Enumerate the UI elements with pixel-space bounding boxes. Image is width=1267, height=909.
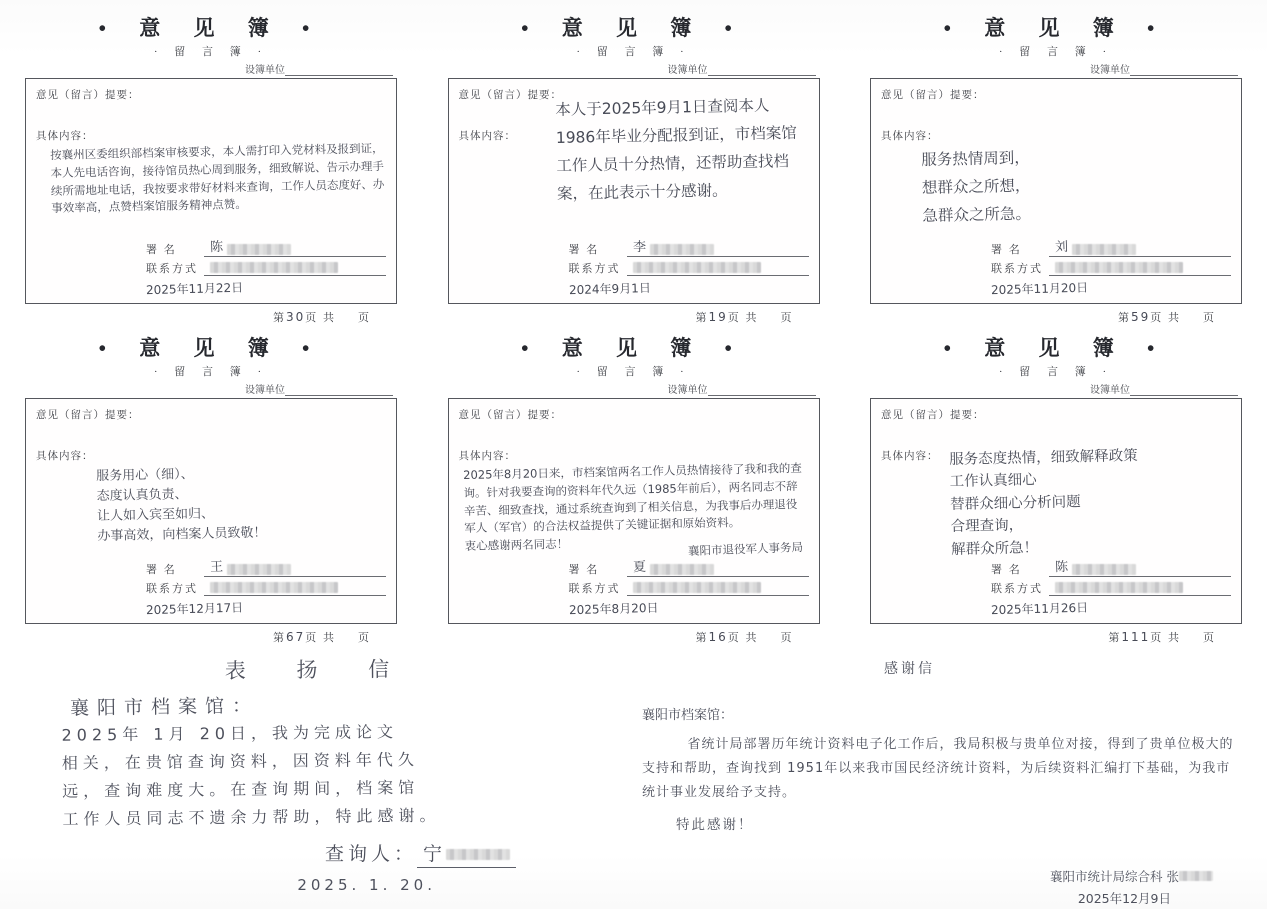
handwritten-content: 服务态度热情，细致解释政策 工作认真细心 替群众细心分析问题 合理查询， 解群众所急！: [949, 448, 1138, 558]
redacted-contact: [633, 582, 761, 593]
redacted-name: [227, 564, 291, 575]
content-label: 具体内容：: [458, 451, 516, 462]
form-box: [25, 398, 397, 624]
praise-letter-signature-row: [60, 839, 516, 866]
contact-line: [1049, 262, 1231, 276]
contact-label: 联系方式: [568, 583, 621, 595]
handwritten-date: 2024年9月1日: [568, 281, 651, 298]
form-subtitle: · 留 言 簿 ·: [998, 366, 1114, 378]
signature-name: 陈: [209, 239, 224, 256]
page-suffix: 页: [1203, 312, 1216, 324]
contact-line: [204, 262, 386, 276]
signature-label: 署 名: [146, 564, 177, 576]
unit-label: 设簿单位: [1090, 385, 1130, 396]
unit-label: 设簿单位: [667, 65, 708, 76]
form-title: • 意 见 簿 •: [98, 16, 324, 40]
unit-row: [25, 381, 393, 396]
page-footer: [448, 629, 794, 645]
unit-blank-line: [1130, 386, 1238, 396]
form-title: • 意 见 簿 •: [943, 336, 1169, 360]
handwritten-content: 按襄州区委组织部档案审核要求，本人需打印入党材料及报到证，本人先电话咨询，接待馆员热心周到服务，细致解说、告示办理手续所需地址电话，我按要求带好材料来查询，工作人员态度好、办事效率高，点赞档案馆服务精神点赞。: [50, 141, 385, 216]
page-number: 19: [708, 310, 728, 324]
signature-name: 李: [632, 239, 646, 256]
unit-row: [448, 381, 816, 396]
page-mid: 页 共: [1150, 312, 1181, 324]
page-mid: 页 共: [305, 312, 336, 324]
page-number: 111: [1121, 630, 1151, 644]
content-label: 具体内容：: [36, 451, 94, 462]
signature-block: [990, 233, 1231, 298]
contact-line: [627, 262, 809, 276]
redacted-name: [650, 564, 714, 575]
page-mid: 页 共: [1150, 632, 1181, 644]
inquirer-label: 查询人：: [324, 843, 417, 865]
handwritten-content: 本人于2025年9月1日查阅本人1986年毕业分配报到证，市档案馆工作人员十分热情，还帮助查找档案，在此表示十分感谢。: [554, 96, 797, 203]
form-cell: [845, 320, 1267, 644]
signature-block: [568, 553, 809, 618]
unit-blank-line: [285, 386, 393, 396]
signature-line: [204, 556, 386, 577]
redacted-contact: [633, 262, 761, 273]
contact-line: [204, 582, 386, 596]
handwritten-date: 2025年11月20日: [990, 280, 1089, 298]
page-prefix: 第: [695, 312, 709, 324]
form-subtitle: · 留 言 簿 ·: [153, 366, 269, 378]
redacted-name: [227, 244, 291, 255]
page-suffix: 页: [1203, 632, 1216, 644]
contact-row: [569, 260, 809, 276]
redacted-contact: [1055, 582, 1183, 593]
signature-name: 宁: [422, 843, 446, 865]
form-cell: [0, 0, 422, 324]
form-title: • 意 见 簿 •: [521, 16, 746, 40]
unit-row: [448, 61, 816, 76]
thanks-letter-title: 感谢信: [884, 661, 935, 677]
redacted-name: [1179, 871, 1213, 881]
signature-row: [146, 236, 386, 257]
summary-label: 意见（留言）提要：: [881, 410, 985, 421]
praise-letter-title: 表 扬 信: [224, 657, 412, 683]
form-title: • 意 见 簿 •: [98, 336, 324, 360]
page-number: 59: [1130, 310, 1151, 324]
handwritten-attribution: 襄阳市退役军人事务局: [687, 539, 803, 559]
letters-row: [0, 644, 1267, 907]
form-subtitle: · 留 言 簿 ·: [576, 366, 691, 378]
signature-label: 署 名: [568, 564, 600, 576]
handwritten-date: 2025年11月26日: [990, 600, 1089, 618]
summary-label: 意见（留言）提要：: [881, 90, 985, 101]
page-prefix: 第: [272, 632, 286, 644]
contact-label: 联系方式: [991, 263, 1043, 275]
form-box: [25, 78, 397, 304]
handwritten-content: 2025年8月20日来，市档案馆两名工作人员热情接待了我和我的查询。针对我要查询的资料年代久远（1985年前后），两名同志不辞辛苦、细致查找，通过系统查询到了相关信息，为我事后办理退役军人（军官）的合法权益提供了关键证据和原始资料。 衷心感谢两名同志！: [462, 460, 802, 554]
handwritten-date: 2025年11月22日: [145, 280, 244, 298]
form-box: [870, 398, 1242, 624]
signature-block: [990, 553, 1231, 618]
page-suffix: 页: [358, 632, 371, 644]
unit-label: 设簿单位: [245, 65, 285, 76]
page-suffix: 页: [780, 632, 794, 644]
contact-label: 联系方式: [146, 583, 198, 595]
contact-row: [991, 260, 1231, 276]
page-mid: 页 共: [305, 632, 336, 644]
unit-row: [870, 381, 1238, 396]
redacted-contact: [210, 582, 338, 593]
redacted-contact: [210, 262, 338, 273]
signature-label: 署 名: [991, 244, 1022, 256]
contact-row: [146, 260, 386, 276]
signature-name: 襄阳市统计局综合科 张: [1050, 869, 1179, 885]
praise-letter-body: 2025年 1月 20日，我为完成论文 相关，在贵馆查询资料，因资料年代久 远，查询难度大。在查询期间，档案馆 工作人员同志不遗余力帮助，特此感谢。: [61, 722, 441, 829]
summary-label: 意见（留言）提要：: [36, 90, 140, 101]
praise-letter-date: 2025. 1. 20.: [297, 876, 436, 894]
praise-letter-signature: [417, 843, 516, 868]
form-box: [448, 78, 820, 304]
page-footer: [870, 629, 1216, 645]
page-footer: [25, 629, 371, 645]
signature-name: 夏: [632, 559, 646, 576]
form-cell: [422, 320, 845, 644]
form-title: • 意 见 簿 •: [521, 336, 746, 360]
redacted-name: [1072, 564, 1136, 575]
contact-label: 联系方式: [568, 263, 621, 275]
signature-line: [1049, 236, 1231, 257]
contact-label: 联系方式: [146, 263, 198, 275]
contact-row: [569, 580, 809, 596]
contact-row: [146, 580, 386, 596]
summary-label: 意见（留言）提要：: [458, 90, 562, 101]
unit-blank-line: [1130, 66, 1238, 76]
summary-label: 意见（留言）提要：: [36, 410, 140, 421]
signature-label: 署 名: [568, 244, 600, 256]
signature-row: [569, 236, 809, 257]
unit-label: 设簿单位: [1090, 65, 1130, 76]
form-subtitle: · 留 言 簿 ·: [576, 46, 691, 58]
unit-label: 设簿单位: [245, 385, 285, 396]
form-cell: [0, 320, 422, 644]
handwritten-date: 2025年12月17日: [145, 600, 244, 618]
unit-blank-line: [708, 66, 816, 76]
comment-form-1: [25, 12, 397, 324]
form-cell: [422, 0, 845, 324]
signature-block: [145, 553, 386, 618]
page-prefix: 第: [1108, 632, 1122, 644]
comment-form-2: [448, 12, 820, 324]
praise-letter: [0, 644, 596, 902]
page-prefix: 第: [272, 312, 286, 324]
contact-label: 联系方式: [991, 583, 1043, 595]
comment-form-4: [25, 332, 397, 644]
signature-row: [991, 236, 1231, 257]
summary-label: 意见（留言）提要：: [458, 410, 562, 421]
signature-row: [146, 556, 386, 577]
signature-line: [1049, 556, 1231, 577]
signature-name: 王: [209, 559, 224, 576]
content-label: 具体内容：: [458, 131, 516, 142]
thanks-letter-body: 省统计局部署历年统计资料电子化工作后，我局积极与贵单位对接，得到了贵单位极大的支持和帮助，查询找到 1951年以来我市国民经济统计资料，为后续资料汇编打下基础，为我市统计事业发展给予支持。: [642, 737, 1234, 801]
page-number: 30: [285, 310, 306, 324]
signature-label: 署 名: [991, 564, 1022, 576]
unit-row: [870, 61, 1238, 76]
praise-letter-salutation: 襄阳市档案馆：: [69, 694, 260, 720]
signature-line: [204, 236, 386, 257]
comment-form-3: [870, 12, 1242, 324]
thanks-letter-salutation: 襄阳市档案馆：: [642, 708, 734, 723]
handwritten-date: 2025年8月20日: [568, 600, 659, 618]
comment-form-6: [870, 332, 1242, 644]
page-prefix: 第: [695, 632, 709, 644]
handwritten-content: 服务用心（细）、 态度认真负责、 让人如入宾至如归、 办事高效，向档案人员致敬！: [96, 466, 267, 545]
page-suffix: 页: [358, 312, 371, 324]
content-label: 具体内容：: [36, 131, 94, 142]
thanks-letter-closing: 特此感谢！: [676, 817, 754, 834]
page-number: 67: [285, 630, 306, 644]
contact-row: [991, 580, 1231, 596]
handwritten-content: 服务热情周到， 想群众之所想， 急群众之所急。: [921, 148, 1032, 225]
form-box: [870, 78, 1242, 304]
redacted-name: [650, 244, 714, 255]
content-label: 具体内容：: [881, 451, 939, 462]
form-title: • 意 见 簿 •: [943, 16, 1169, 40]
page-suffix: 页: [780, 312, 794, 324]
unit-blank-line: [285, 66, 393, 76]
page-mid: 页 共: [727, 632, 759, 644]
signature-label: 署 名: [146, 244, 177, 256]
form-box: [448, 398, 820, 624]
unit-label: 设簿单位: [667, 385, 708, 396]
signature-line: [627, 556, 809, 577]
page-mid: 页 共: [727, 312, 759, 324]
contact-line: [1049, 582, 1231, 596]
signature-name: 陈: [1054, 559, 1069, 576]
signature-line: [627, 236, 809, 257]
signature-block: [568, 233, 809, 298]
contact-line: [627, 582, 809, 596]
form-subtitle: · 留 言 簿 ·: [153, 46, 269, 58]
signature-name: 刘: [1054, 239, 1069, 256]
unit-row: [25, 61, 393, 76]
signature-block: [145, 233, 386, 298]
thanks-letter: [596, 644, 1267, 907]
page-number: 16: [708, 630, 728, 644]
comment-form-5: [448, 332, 820, 644]
form-cell: [845, 0, 1267, 324]
redacted-contact: [1055, 262, 1183, 273]
signature-row: [569, 556, 809, 577]
redacted-name: [446, 849, 510, 860]
signature-row: [991, 556, 1231, 577]
thanks-letter-date: 2025年12月9日: [1077, 891, 1171, 907]
page-prefix: 第: [1117, 312, 1131, 324]
content-label: 具体内容：: [881, 131, 939, 142]
thanks-letter-signature: [642, 867, 1213, 885]
unit-blank-line: [708, 386, 816, 396]
form-subtitle: · 留 言 簿 ·: [998, 46, 1114, 58]
redacted-name: [1072, 244, 1136, 255]
